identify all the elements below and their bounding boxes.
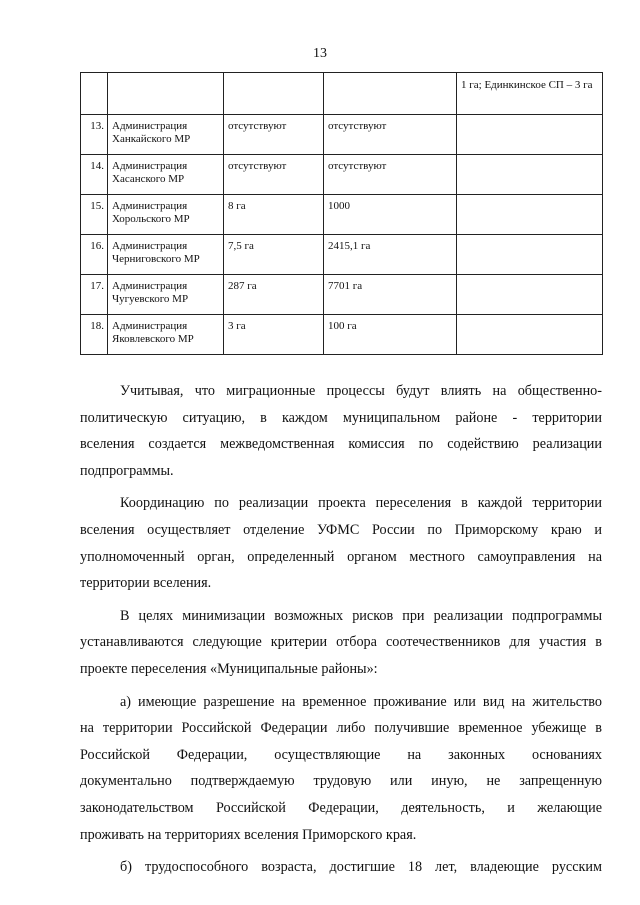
row-number-cell: 18. (81, 315, 108, 355)
settlement-notes-cell (457, 115, 603, 155)
land-value-cell: 2415,1 га (324, 235, 457, 275)
paragraph-line: Учитывая, что миграционные процессы будут влиять на общественно- (120, 383, 602, 399)
paragraph-line: на территории Российской Федерации либо получившие временное убежище в (80, 720, 602, 737)
land-value-cell: отсутствуют (324, 115, 457, 155)
paragraph-line: документально подтверждаемую трудовую или иную, не запрещенную (80, 773, 602, 790)
row-number-cell: 13. (81, 115, 108, 155)
settlement-notes-cell: 1 га; Единкинское СП – 3 га (457, 73, 603, 115)
land-area-cell: отсутствуют (224, 155, 324, 195)
land-area-cell (224, 73, 324, 115)
paragraph-line: проекте переселения «Муниципальные районы»: (80, 660, 378, 677)
paragraph-line: а) имеющие разрешение на временное проживание или вид на жительство (120, 693, 602, 710)
table-row (81, 315, 603, 355)
paragraph-line: проживать на территориях вселения Приморского края. (80, 826, 417, 843)
paragraph-line: вселения осуществляет отделение УФМС России по Приморскому краю и (80, 521, 602, 538)
settlement-notes-cell (457, 155, 603, 195)
row-number-cell: 14. (81, 155, 108, 195)
land-value-cell: 7701 га (324, 275, 457, 315)
land-area-cell: 287 га (224, 275, 324, 315)
settlement-notes-cell (457, 275, 603, 315)
paragraph-line: вселения создается межведомственная комиссия по содействию реализации (80, 436, 602, 453)
page-number: 13 (313, 46, 327, 61)
paragraph-line: устанавливаются следующие критерии отбора соотечественников для участия в (80, 634, 602, 651)
territories-table (80, 72, 603, 355)
paragraph-line: политическую ситуацию, в каждом муниципальном районе - территории (80, 409, 602, 426)
table-row (81, 235, 603, 275)
administration-cell: Администрация Хорольского МР (108, 195, 224, 235)
land-value-cell: отсутствуют (324, 155, 457, 195)
administration-cell: Администрация Яковлевского МР (108, 315, 224, 355)
paragraph-line: б) трудоспособного возраста, достигшие 18 лет, владеющие русским (120, 859, 602, 876)
land-area-cell: 7,5 га (224, 235, 324, 275)
administration-cell: Администрация Хасанского МР (108, 155, 224, 195)
paragraph-line: подпрограммы. (80, 462, 174, 479)
row-number-cell (81, 73, 108, 115)
administration-cell: Администрация Чугуевского МР (108, 275, 224, 315)
row-number-cell: 17. (81, 275, 108, 315)
land-value-cell (324, 73, 457, 115)
paragraph-line: В целях минимизации возможных рисков при реализации подпрограммы (120, 607, 602, 624)
row-number-cell: 16. (81, 235, 108, 275)
land-value-cell: 100 га (324, 315, 457, 355)
settlement-notes-cell (457, 235, 603, 275)
paragraph-line: территории вселения. (80, 575, 212, 592)
table-row-continuation (81, 73, 603, 115)
land-area-cell: отсутствуют (224, 115, 324, 155)
administration-cell (108, 73, 224, 115)
paragraph-line: Координацию по реализации проекта переселения в каждой территории (120, 495, 602, 512)
row-number-cell: 15. (81, 195, 108, 235)
paragraph-line: уполномоченный орган, определенный органом местного самоуправления на (80, 548, 602, 565)
paragraph-line: Российской Федерации, осуществляющие на законных основаниях (80, 746, 602, 763)
land-area-cell: 3 га (224, 315, 324, 355)
table-row (81, 115, 603, 155)
land-value-cell: 1000 (324, 195, 457, 235)
table-row (81, 275, 603, 315)
body-text (80, 378, 602, 881)
land-area-cell: 8 га (224, 195, 324, 235)
administration-cell: Администрация Ханкайского МР (108, 115, 224, 155)
settlement-notes-cell (457, 195, 603, 235)
table-row (81, 155, 603, 195)
administration-cell: Администрация Черниговского МР (108, 235, 224, 275)
table-row (81, 195, 603, 235)
paragraph-line: законодательством Российской Федерации, деятельность, и желающие (80, 799, 602, 816)
settlement-notes-cell (457, 315, 603, 355)
